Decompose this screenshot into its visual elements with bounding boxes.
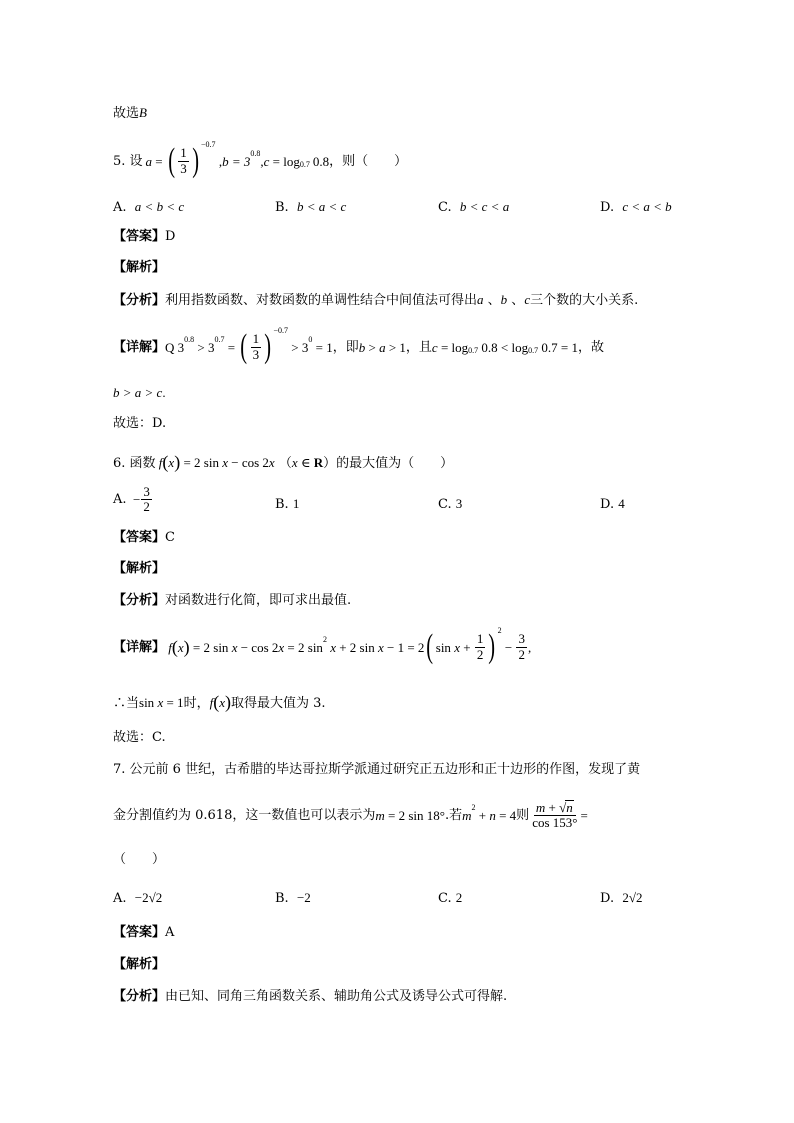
- q7-analysis-tag: 【解析】: [113, 957, 166, 972]
- q7-line2: 金分割值约为 0.618，这一数值也可以表示为 m = 2 sin 18° .若 m $^2$ + n = 4 则 $\frac{m + √n}{\cos 153^\circ}$ =: [113, 800, 588, 831]
- q6-option-d: D. 4: [600, 496, 625, 512]
- q7-option-c: C. 2: [438, 890, 463, 906]
- q6-option-c: C. 3: [438, 496, 463, 512]
- q6-stem: 6. 函数 f(x) = 2 sin x − cos 2x （x ∈ R）的最大值为（ ）: [113, 452, 454, 472]
- q5-analysis-tag: 【解析】: [113, 260, 166, 275]
- q5-option-d: D. c < a < b: [600, 199, 672, 215]
- q5-option-c: C. b < c < a: [438, 199, 510, 215]
- q5-stem: 5. 设 a = ( $\frac{1}{3}$ ) −0.7 , b = 3 $^{0.8}$ , c = log $_{0.7}$ 0.8 ，则（ ）: [113, 140, 408, 179]
- prev-conclusion: 故选B: [113, 105, 147, 121]
- q5-option-a: A. a < b < c: [113, 199, 185, 215]
- q7-option-b: B. −2: [275, 890, 311, 906]
- q7-blank: （ ）: [113, 852, 166, 867]
- q6-option-a: A. − $\frac{3}{2}$: [113, 484, 150, 515]
- q5-xiangjie-line2: b > a > c.: [113, 385, 166, 400]
- q6-therefore: ∴当sin x = 1时，f(x)取得最大值为 3.: [113, 692, 326, 712]
- q5-answer: 【答案】D: [113, 229, 176, 244]
- q6-answer: 【答案】C: [113, 530, 175, 545]
- q5-option-b: B. b < a < c: [275, 199, 347, 215]
- q7-line1: 7. 公元前 6 世纪，古希腊的毕达哥拉斯学派通过研究正五边形和正十边形的作图，发现了黄: [113, 762, 641, 777]
- q7-option-a: A. −2√2: [113, 890, 163, 906]
- q6-option-b: B. 1: [275, 496, 300, 512]
- q6-analysis-tag: 【解析】: [113, 561, 166, 576]
- q6-conclusion: 故选：C.: [113, 730, 166, 745]
- fraction-one-third: $\frac{1}{3}$: [180, 145, 187, 176]
- q7-fenxi: 【分析】由已知、同角三角函数关系、辅助角公式及诱导公式可得解.: [113, 989, 508, 1004]
- q5-fenxi: 【分析】利用指数函数、对数函数的单调性结合中间值法可得出a 、b 、c三个数的大小关系.: [113, 292, 639, 308]
- q5-xiangjie: 【详解】 Q 3 $^{0.8}$ > 3 $^{0.7}$ = ( $\frac{1}{3}$ ) −0.7 > 3 $^0$ = 1 ，即 b > a > 1 ，且 c = log $_{0.7}$ 0.8 < log $_{0.7}$ 0.7 = 1 ，故: [113, 326, 604, 365]
- q7-option-d: D. 2√2: [600, 890, 643, 906]
- q7-answer: 【答案】A: [113, 925, 175, 940]
- q6-xiangjie: 【详解】 f ( x ) = 2 sin x − cos 2 x = 2 sin $^2$ x + 2 sin x − 1 = 2 ( sin x + $\frac{1}{2}$ ) 2 − $\frac{3}{2}$ ,: [113, 626, 532, 665]
- q6-fenxi: 【分析】对函数进行化简，即可求出最值.: [113, 593, 352, 608]
- q5-conclusion: 故选：D.: [113, 416, 167, 431]
